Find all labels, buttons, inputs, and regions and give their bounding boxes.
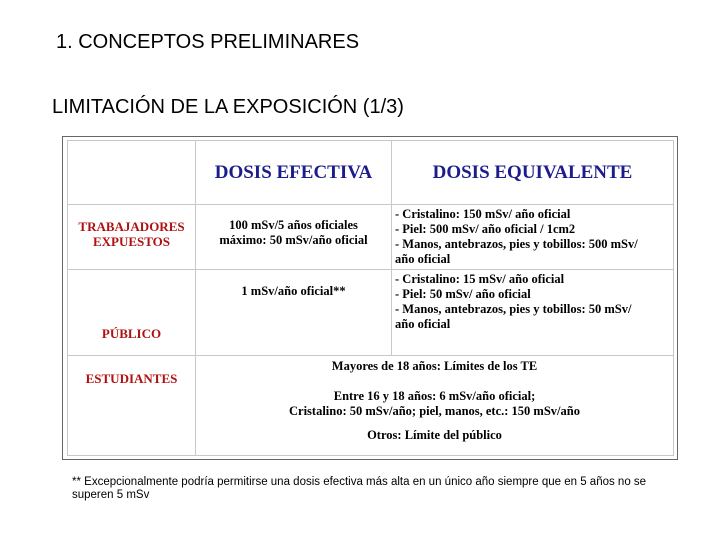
trabajadores-dosis-equivalente — [392, 205, 674, 270]
trabajadores-equivalente-line3: - Manos, antebrazos, pies y tobillos: 500 mSv/ — [395, 237, 638, 251]
slide-heading: 1. CONCEPTOS PRELIMINARES — [56, 31, 360, 53]
publico-equivalente-line4: año oficial — [395, 317, 451, 331]
row-label-trabajadores-line2: EXPUESTOS — [92, 234, 171, 249]
publico-dosis-equivalente — [392, 270, 674, 356]
estudiantes-line3: Cristalino: 50 mSv/año; piel, manos, etc.: 150 mSv/año — [289, 404, 580, 418]
footnote-line2: superen 5 mSv — [72, 489, 150, 501]
header-empty-cell — [68, 141, 196, 205]
trabajadores-efectiva-line2: máximo: 50 mSv/año oficial — [219, 233, 368, 247]
dose-limits-table — [67, 140, 674, 456]
estudiantes-line4: Otros: Límite del público — [367, 428, 502, 442]
publico-equivalente-line3: - Manos, antebrazos, pies y tobillos: 50 mSv/ — [395, 302, 632, 316]
row-trabajadores — [68, 205, 674, 270]
estudiantes-limits — [196, 356, 674, 456]
trabajadores-equivalente-line2: - Piel: 500 mSv/ año oficial / 1cm2 — [395, 222, 576, 236]
footnote — [72, 476, 682, 502]
row-estudiantes — [68, 356, 674, 456]
publico-equivalente-line1: - Cristalino: 15 mSv/ año oficial — [395, 272, 565, 286]
trabajadores-equivalente-line1: - Cristalino: 150 mSv/ año oficial — [395, 207, 571, 221]
trabajadores-equivalente-line4: año oficial — [395, 252, 451, 266]
row-label-estudiantes: ESTUDIANTES — [68, 356, 196, 456]
row-label-trabajadores-line1: TRABAJADORES — [78, 219, 185, 234]
publico-dosis-efectiva: 1 mSv/año oficial** — [196, 270, 392, 356]
trabajadores-dosis-efectiva — [196, 205, 392, 270]
slide-subheading: LIMITACIÓN DE LA EXPOSICIÓN (1/3) — [52, 96, 404, 118]
footnote-line1: ** Excepcionalmente podría permitirse una dosis efectiva más alta en un único año siempre que en 5 años no se — [72, 476, 647, 488]
row-label-publico: PÚBLICO — [68, 270, 196, 356]
estudiantes-line2: Entre 16 y 18 años: 6 mSv/año oficial; — [333, 389, 536, 403]
publico-equivalente-line2: - Piel: 50 mSv/ año oficial — [395, 287, 531, 301]
trabajadores-efectiva-line1: 100 mSv/5 años oficiales — [229, 218, 358, 232]
dose-limits-table-frame — [62, 136, 678, 460]
table-header-row — [68, 141, 674, 205]
row-label-trabajadores — [68, 205, 196, 270]
header-dosis-efectiva: DOSIS EFECTIVA — [196, 141, 392, 205]
row-publico — [68, 270, 674, 356]
estudiantes-line1: Mayores de 18 años: Límites de los TE — [331, 359, 538, 373]
header-dosis-equivalente: DOSIS EQUIVALENTE — [392, 141, 674, 205]
